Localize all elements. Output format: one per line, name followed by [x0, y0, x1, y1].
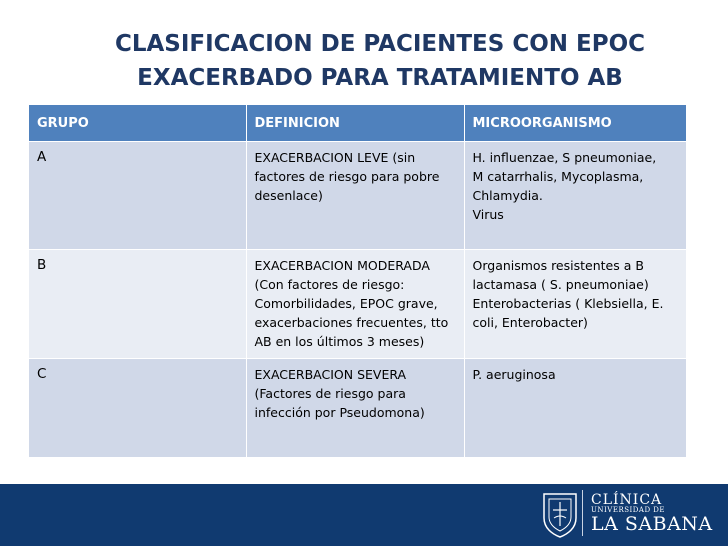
table-header-row: [29, 105, 686, 142]
header-grupo: GRUPO: [29, 105, 246, 142]
cell-microorganismo: [464, 359, 686, 458]
cell-definicion: [246, 250, 464, 359]
logo-divider: [582, 490, 583, 536]
definicion-text: EXACERBACION SEVERA (Factores de riesgo para infección por Pseudomona): [254, 367, 425, 420]
cell-microorganismo: [464, 142, 686, 250]
header-definicion: DEFINICION: [246, 105, 464, 142]
cell-definicion: [246, 142, 464, 250]
logo-universidad: UNIVERSIDAD DE: [591, 506, 666, 514]
table-row: [29, 359, 686, 458]
microorganismo-text: H. influenzae, S pneumoniae, M catarrhalis, Mycoplasma, Chlamydia. Virus: [472, 150, 657, 222]
microorganismo-text: Organismos resistentes a B lactamasa ( S. pneumoniae) Enterobacterias ( Klebsiella, E. coli, Enterobacter): [472, 258, 664, 330]
cell-grupo: [29, 359, 246, 458]
title-line-1: CLASIFICACION DE PACIENTES CON EPOC: [114, 31, 646, 57]
microorganismo-text: P. aeruginosa: [472, 367, 556, 382]
logo-sabana: LA SABANA: [591, 513, 713, 535]
classification-table: [29, 105, 687, 457]
table-row: [29, 250, 686, 359]
header-microorganismo: MICROORGANISMO: [464, 105, 686, 142]
cell-definicion: [246, 359, 464, 458]
grupo-text: B: [37, 257, 47, 273]
table-row: [29, 142, 686, 250]
cell-microorganismo: [464, 250, 686, 359]
definicion-text: EXACERBACION MODERADA (Con factores de riesgo: Comorbilidades, EPOC grave, exacerbaciones frecuentes, tto AB en los últimos 3 meses): [254, 258, 449, 349]
slide-title: [60, 27, 700, 95]
cell-grupo: [29, 142, 246, 250]
grupo-text: C: [37, 366, 47, 382]
grupo-text: A: [37, 149, 47, 165]
definicion-text: EXACERBACION LEVE (sin factores de riesgo para pobre desenlace): [254, 150, 440, 203]
title-line-2: EXACERBADO PARA TRATAMIENTO AB: [137, 65, 623, 91]
cell-grupo: [29, 250, 246, 359]
logo-clinica: CLÍNICA: [591, 492, 663, 508]
